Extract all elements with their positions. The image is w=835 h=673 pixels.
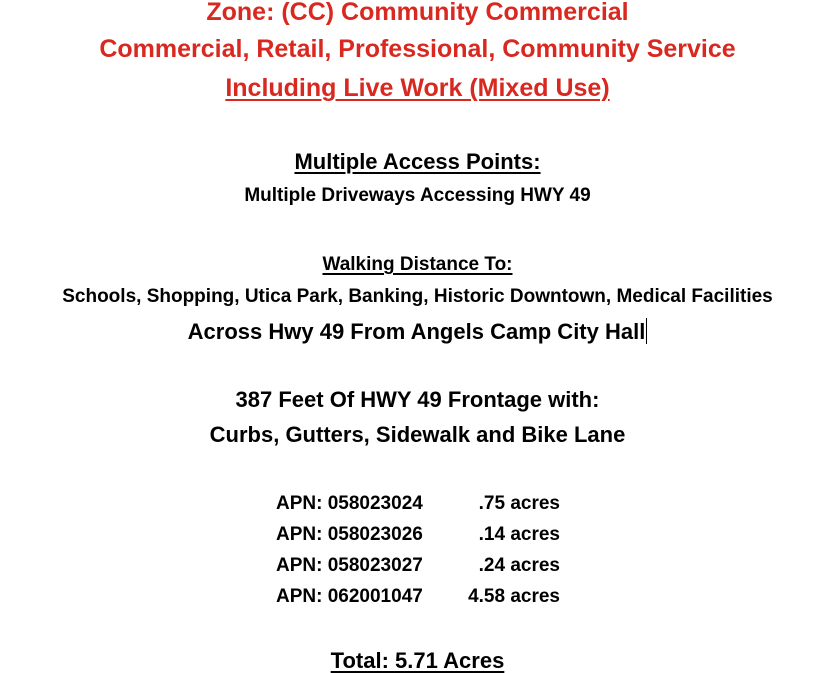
zone-heading: Zone: (CC) Community Commercial bbox=[206, 0, 629, 26]
frontage-line-2: Curbs, Gutters, Sidewalk and Bike Lane bbox=[209, 422, 626, 447]
access-heading: Multiple Access Points: bbox=[294, 149, 541, 174]
parcel-acres: .14 acres bbox=[478, 524, 560, 545]
walking-places: Schools, Shopping, Utica Park, Banking, Historic Downtown, Medical Facilities bbox=[62, 286, 773, 307]
parcel-acres: 4.58 acres bbox=[468, 586, 560, 607]
city-hall-text: Across Hwy 49 From Angels Camp City Hall bbox=[187, 319, 646, 344]
parcel-apn: APN: 058023026 bbox=[276, 524, 423, 545]
parcel-acres: .24 acres bbox=[478, 555, 560, 576]
parcel-apn: APN: 058023024 bbox=[276, 493, 423, 514]
parcel-apn: APN: 058023027 bbox=[276, 555, 423, 576]
uses-heading: Commercial, Retail, Professional, Community Service bbox=[99, 35, 736, 63]
live-work-heading: Including Live Work (Mixed Use) bbox=[225, 74, 610, 102]
text-cursor bbox=[646, 318, 647, 344]
city-hall-line bbox=[0, 318, 835, 344]
access-detail: Multiple Driveways Accessing HWY 49 bbox=[244, 185, 591, 206]
total-acres: Total: 5.71 Acres bbox=[330, 648, 505, 673]
parcel-acres: .75 acres bbox=[478, 493, 560, 514]
walking-heading: Walking Distance To: bbox=[322, 254, 513, 275]
parcel-apn: APN: 062001047 bbox=[276, 586, 423, 607]
frontage-line-1: 387 Feet Of HWY 49 Frontage with: bbox=[235, 387, 600, 412]
